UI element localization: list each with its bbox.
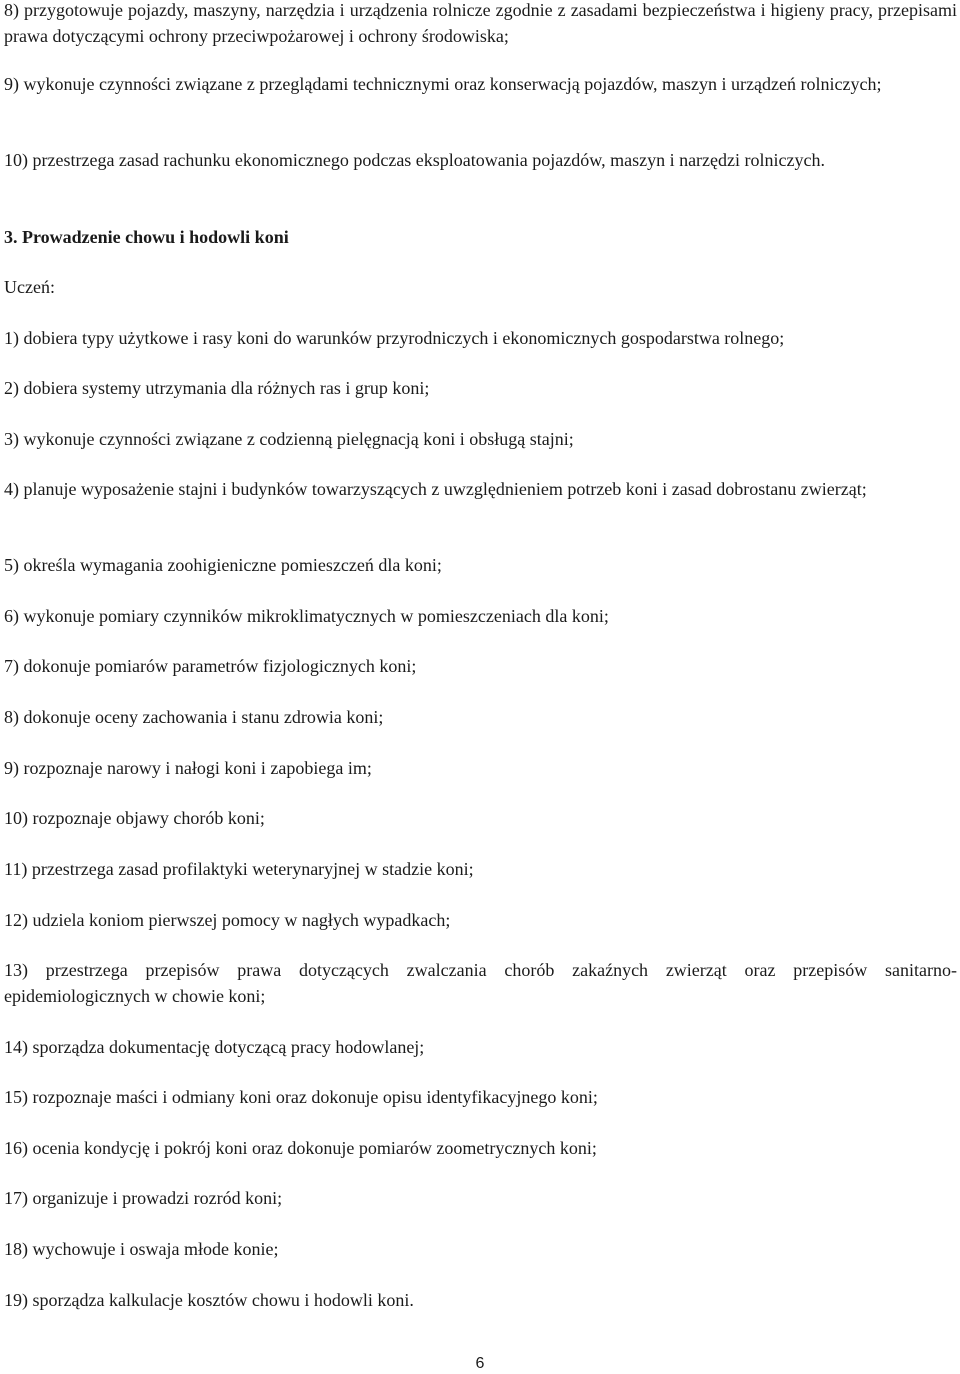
list-item: 14) sporządza dokumentację dotyczącą pracy hodowlanej;	[4, 1037, 425, 1057]
list-item: 1) dobiera typy użytkowe i rasy koni do warunków przyrodniczych i ekonomicznych gospodarstwa rolnego;	[4, 328, 785, 348]
list-item: 5) określa wymagania zoohigieniczne pomieszczeń dla koni;	[4, 555, 442, 575]
list-item: 19) sporządza kalkulacje kosztów chowu i hodowli koni.	[4, 1290, 414, 1310]
list-item: 17) organizuje i prowadzi rozród koni;	[4, 1188, 283, 1208]
student-label: Uczeń:	[4, 277, 55, 297]
list-item: 9) rozpoznaje narowy i nałogi koni i zapobiega im;	[4, 758, 372, 778]
list-item: 13) przestrzega przepisów prawa dotyczących zwalczania chorób zakaźnych zwierząt oraz przepisów sanitarno-epidemiologicznych w chowie koni;	[4, 960, 957, 1006]
page-number: 6	[475, 1355, 485, 1372]
section-heading: 3. Prowadzenie chowu i hodowli koni	[4, 227, 289, 247]
list-item: 16) ocenia kondycję i pokrój koni oraz dokonuje pomiarów zoometrycznych koni;	[4, 1138, 597, 1158]
list-item: 10) rozpoznaje objawy chorób koni;	[4, 808, 265, 828]
list-item: 12) udziela koniom pierwszej pomocy w nagłych wypadkach;	[4, 910, 451, 930]
list-item: 6) wykonuje pomiary czynników mikroklimatycznych w pomieszczeniach dla koni;	[4, 606, 609, 626]
list-item: 15) rozpoznaje maści i odmiany koni oraz dokonuje opisu identyfikacyjnego koni;	[4, 1087, 598, 1107]
top-item-9: 9) wykonuje czynności związane z przeglądami technicznymi oraz konserwacją pojazdów, maszyn i urządzeń rolniczych;	[4, 74, 882, 94]
list-item: 3) wykonuje czynności związane z codzienną pielęgnacją koni i obsługą stajni;	[4, 429, 574, 449]
list-item: 18) wychowuje i oswaja młode konie;	[4, 1239, 279, 1259]
list-item: 2) dobiera systemy utrzymania dla różnych ras i grup koni;	[4, 378, 430, 398]
top-item-8: 8) przygotowuje pojazdy, maszyny, narzędzia i urządzenia rolnicze zgodnie z zasadami bezpieczeństwa i higieny pracy, przepisami prawa dotyczącymi ochrony przeciwpożarowej i ochrony środowiska;	[4, 0, 957, 46]
list-item: 7) dokonuje pomiarów parametrów fizjologicznych koni;	[4, 656, 417, 676]
list-item: 11) przestrzega zasad profilaktyki weterynaryjnej w stadzie koni;	[4, 859, 474, 879]
top-item-10: 10) przestrzega zasad rachunku ekonomicznego podczas eksploatowania pojazdów, maszyn i narzędzi rolniczych.	[4, 150, 825, 170]
list-item: 4) planuje wyposażenie stajni i budynków towarzyszących z uwzględnieniem potrzeb koni i zasad dobrostanu zwierząt;	[4, 479, 867, 499]
list-item: 8) dokonuje oceny zachowania i stanu zdrowia koni;	[4, 707, 384, 727]
